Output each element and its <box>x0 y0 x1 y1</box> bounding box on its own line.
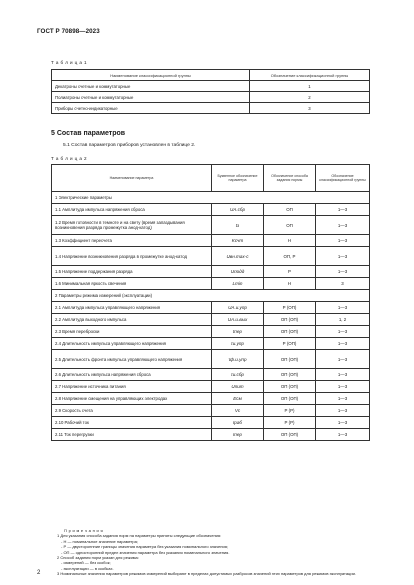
class-group: 1—3 <box>316 350 370 369</box>
class-group: 1—3 <box>316 204 370 216</box>
norm-method: ОП (ОП) <box>264 369 316 381</box>
column-header: Наименование классификационной группы <box>52 70 250 81</box>
norm-method: Р <box>264 266 316 278</box>
table-row <box>52 302 370 314</box>
parameter-symbol: Eсм <box>212 393 264 405</box>
class-group: 1—3 <box>316 302 370 314</box>
parameter-name: 2.11 Ток перегрузки <box>52 429 212 441</box>
page-number: 2 <box>37 570 41 576</box>
table-row <box>52 369 370 381</box>
parameter-name: 2.2 Амплитуда выходного импульса <box>52 314 212 326</box>
class-group: 1—3 <box>316 266 370 278</box>
norm-method: ОП (ОП) <box>264 350 316 369</box>
class-group: 1—3 <box>316 405 370 417</box>
norm-method: ОП (ОП) <box>264 326 316 338</box>
parameter-name: 2.1 Амплитуда импульса управляющего напряжения <box>52 302 212 314</box>
norm-method: Р (Р) <box>264 417 316 429</box>
table-row <box>52 92 370 103</box>
parameter-symbol: tпер <box>212 326 264 338</box>
parameter-symbol: Kсчт <box>212 235 264 247</box>
parameter-name: 2.8 Напряжение смещения на управляющих электродах <box>52 393 212 405</box>
classification-table <box>51 69 370 114</box>
table-row <box>52 103 370 114</box>
notes-title: П р и м е ч а н и я <box>64 528 103 533</box>
class-group: 1, 2 <box>316 314 370 326</box>
note-line: - эксплуатации — в скобках. <box>61 565 114 571</box>
group-name-cell: Декатроны счетные и коммутаторные <box>52 81 250 92</box>
note-line: - Н — номинальное значение параметра; <box>61 538 138 544</box>
parameter-symbol: Lmin <box>212 278 264 290</box>
column-header: Обозначение классификационной группы <box>316 165 370 192</box>
table-row <box>52 216 370 235</box>
standard-header: ГОСТ Р 70898—2023 <box>37 28 100 35</box>
norm-method: ОП (ОП) <box>264 429 316 441</box>
group-row <box>52 192 370 204</box>
norm-method: Н <box>264 235 316 247</box>
column-header: Обозначение способа задания нормы <box>264 165 316 192</box>
class-group: 1—3 <box>316 429 370 441</box>
class-group: 1—3 <box>316 393 370 405</box>
group-code-cell: 2 <box>250 92 370 103</box>
table-row <box>52 326 370 338</box>
column-header: Обозначение классификационной группы <box>250 70 370 81</box>
norm-method: Р (Р) <box>264 405 316 417</box>
norm-method: ОП <box>264 204 316 216</box>
table-row <box>52 204 370 216</box>
note-line: 1 Для указания способа задания норм на параметры приняты следующие обозначения: <box>57 533 222 539</box>
class-group: 1—3 <box>316 369 370 381</box>
parameter-symbol: Uпит <box>212 381 264 393</box>
class-group: 1—3 <box>316 381 370 393</box>
class-group: 1—3 <box>316 326 370 338</box>
parameter-symbol: tз <box>212 216 264 235</box>
parameter-name: 2.5 Длительность фронта импульса управляющего напряжения <box>52 350 212 369</box>
class-group: 1—3 <box>316 247 370 266</box>
parameter-symbol: Uвн.max-с <box>212 247 264 266</box>
table-row <box>52 405 370 417</box>
norm-method: Р (ОП) <box>264 302 316 314</box>
note-line: - Р — двустороннние границы значения параметра без указания номинального значения; <box>61 544 228 550</box>
table-row <box>52 417 370 429</box>
table-notes <box>51 528 369 577</box>
column-header: Буквенное обозначение параметра <box>212 165 264 192</box>
parameter-name: 1.4 Напряжение возникновения разряда в промежутке анод-катод <box>52 247 212 266</box>
table-2-caption: Т а б л и ц а 2 <box>51 156 87 161</box>
parameter-name: 2.6 Длительность импульса напряжения сброса <box>52 369 212 381</box>
class-group: 1—3 <box>316 235 370 247</box>
norm-method: ОП (ОП) <box>264 314 316 326</box>
section-heading: 5 Состав параметров <box>51 130 126 137</box>
table-row <box>52 81 370 92</box>
table-row <box>52 338 370 350</box>
table-row <box>52 350 370 369</box>
table-row <box>52 266 370 278</box>
class-group: 3 <box>316 278 370 290</box>
parameter-symbol: UA.сбр <box>212 204 264 216</box>
table-header-row <box>52 70 370 81</box>
parameters-table <box>51 164 370 441</box>
parameter-name: 2.3 Время переброски <box>52 326 212 338</box>
parameter-name: 1.3 Коэффициент пересчета <box>52 235 212 247</box>
group-title: 1 Электрические параметры <box>52 192 370 204</box>
table-row <box>52 381 370 393</box>
group-name-cell: Полиатроны счетные и коммутаторные <box>52 92 250 103</box>
group-code-cell: 1 <box>250 81 370 92</box>
parameter-name: 2.7 Напряжение источника питания <box>52 381 212 393</box>
note-line: 2 Способ задания норм указан для режима: <box>57 555 139 561</box>
group-name-cell: Приборы счетно-индикаторные <box>52 103 250 114</box>
parameter-symbol: τи.сбр <box>212 369 264 381</box>
group-code-cell: 3 <box>250 103 370 114</box>
table-row <box>52 314 370 326</box>
class-group: 1—3 <box>316 417 370 429</box>
norm-method: ОП, Р <box>264 247 316 266</box>
norm-method: ОП (ОП) <box>264 393 316 405</box>
parameter-name: 1.6 Минимальная яркость свечения <box>52 278 212 290</box>
group-title: 2 Параметры режима измерений (эксплуатации) <box>52 290 370 302</box>
parameter-symbol: UA.и.вых <box>212 314 264 326</box>
norm-method: ОП (ОП) <box>264 381 316 393</box>
section-paragraph: 5.1 Состав параметров приборов установлен в таблице 2. <box>63 143 196 148</box>
group-row <box>52 290 370 302</box>
note-line: - измерений — без скобок; <box>61 560 111 566</box>
parameter-name: 2.10 Рабочий ток <box>52 417 212 429</box>
table-row <box>52 235 370 247</box>
parameter-symbol: τф.и.упр <box>212 350 264 369</box>
table-row <box>52 429 370 441</box>
class-group: 1—3 <box>316 216 370 235</box>
table-row <box>52 393 370 405</box>
column-header: Наименование параметра <box>52 165 212 192</box>
note-line: - ОП — односторонний предел значения параметра без указания номинального значения. <box>61 549 230 555</box>
parameter-name: 1.2 Время готовности в темноте и на свету (время запаздывания возникновения разряда промежутка анод-катод) <box>52 216 212 235</box>
parameter-name: 2.4 Длительность импульса управляющего напряжения <box>52 338 212 350</box>
norm-method: ОП <box>264 216 316 235</box>
parameter-symbol: Iраб <box>212 417 264 429</box>
parameter-name: 2.9 Скорость счета <box>52 405 212 417</box>
table-row <box>52 278 370 290</box>
parameter-name: 1.5 Напряжение поддержания разряда <box>52 266 212 278</box>
parameter-symbol: Iпер <box>212 429 264 441</box>
parameter-name: 1.1 Амплитуда импульса напряжения сброса <box>52 204 212 216</box>
norm-method: Р (ОП) <box>264 338 316 350</box>
parameter-symbol: Uподд <box>212 266 264 278</box>
parameter-symbol: Vс <box>212 405 264 417</box>
note-line: 3 Номинальные значения параметров режимов измерений выбирают в пределах допустимых разбросов значений этих параметров для режимов эксплуатации. <box>57 571 356 577</box>
parameter-symbol: τи.упр <box>212 338 264 350</box>
norm-method: Н <box>264 278 316 290</box>
table-1-caption: Т а б л и ц а 1 <box>51 60 87 65</box>
class-group: 1—3 <box>316 338 370 350</box>
table-header-row <box>52 165 370 192</box>
parameter-symbol: UA.и.упр <box>212 302 264 314</box>
table-row <box>52 247 370 266</box>
